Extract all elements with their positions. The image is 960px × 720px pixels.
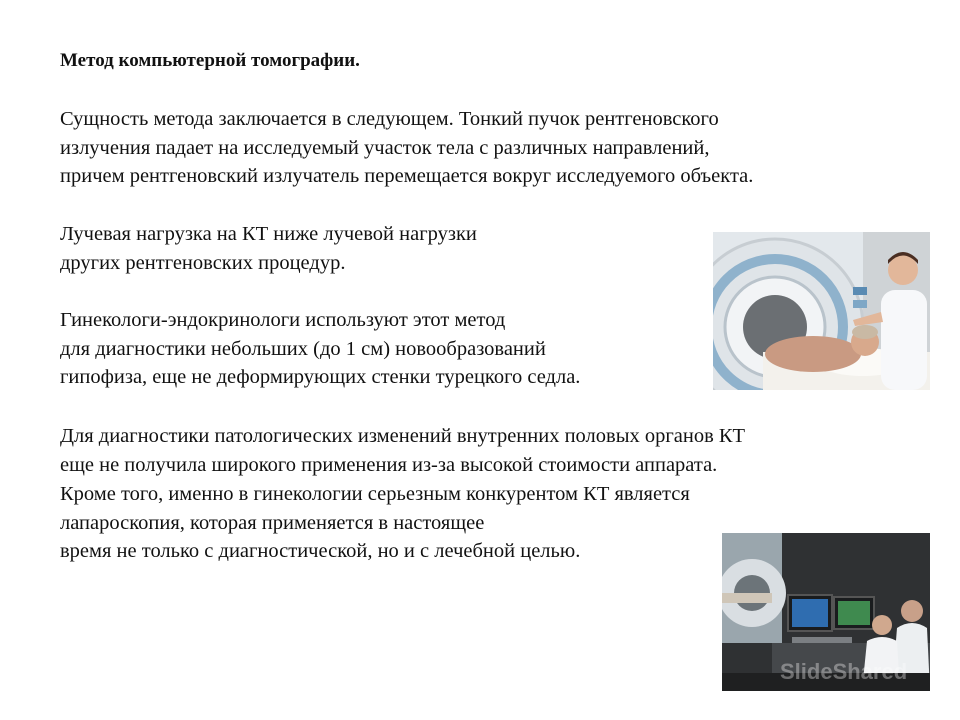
text-line: излучения падает на исследуемый участок тела с различных направлений, [60,137,710,159]
text-line: еще не получила широкого применения из-за высокой стоимости аппарата. [60,454,718,476]
text-line: лапароскопия, которая применяется в настоящее [60,512,485,534]
text-line: Сущность метода заключается в следующем. Тонкий пучок рентгеновского [60,108,719,130]
ct-scanner-illustration [713,232,930,390]
slideshare-watermark: SlideShared [780,659,908,684]
text-line: причем рентгеновский излучатель перемещается вокруг исследуемого объекта. [60,165,754,187]
text-line: время не только с диагностической, но и с лечебной целью. [60,540,581,562]
slide-title: Метод компьютерной томографии. [60,50,360,71]
text-line: Лучевая нагрузка на КТ ниже лучевой нагрузки [60,223,477,245]
text-line: для диагностики небольших (до 1 см) новообразований [60,338,546,360]
text-line: Гинекологи-эндокринологи используют этот метод [60,309,506,331]
text-line: Для диагностики патологических изменений внутренних половых органов КТ [60,425,746,447]
ct-scanner-photo [713,232,930,390]
text-line: гипофиза, еще не деформирующих стенки турецкого седла. [60,366,581,388]
text-line: Кроме того, именно в гинекологии серьезным конкурентом КТ является [60,483,690,505]
text-line: других рентгеновских процедур. [60,252,346,274]
ct-control-room-photo [722,533,930,691]
